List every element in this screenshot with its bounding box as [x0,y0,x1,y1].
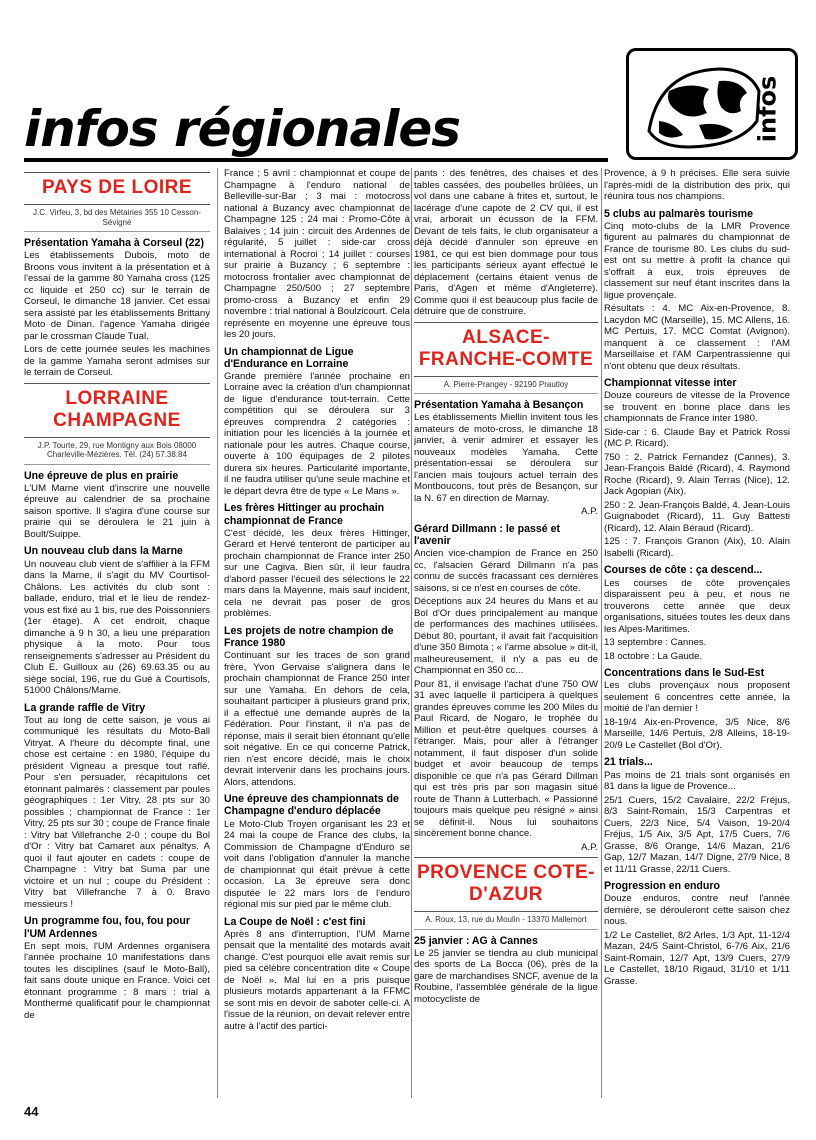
correspondent-address: A. Roux, 13, rue du Moulin - 13370 Mallemort [414,912,598,930]
article-body: 18-19/4 Aix-en-Provence, 3/5 Nice, 8/6 Marseille, 14/6 Pertuis, 2/8 Alleins, 18-19-20/9 Le Castellet (Bol d'Or). [604,716,790,751]
article-body: 750 : 2. Patrick Fernandez (Cannes), 3. Jean-François Baldé (Ricard), 4. Raymond Roche (Ricard), 9. Alain Terras (Nice), 12. Jack Agopian (Aix). [604,451,790,498]
article-body: France ; 5 avril : championnat et coupe de Champagne à l'enduro national de Belleville-sur-Bar ; 3 mai : motocross national à Buzancy avec championnat de Champagne 125 ; 24 mai : Promo-Côte à Balaives ; 14 juin : circuit des Ardennes de régularité, 5 juillet : side-car cross international à Rocroi ; 14 juillet : courses sur prairie à Buzancy ; 6 septembre : motocross frontalier avec championnat de Champagne 250/500 ; 27 septembre promo-cross à Buzancy et enfin 29 novembre : trial national à Boulzicourt. Cela représente en moyenne une épreuve tous les 20 jours. [224,168,410,340]
article-body: pants : des fenêtres, des chaises et des tables cassées, des poubelles brûlées, un vol dans une cabane à frites et, surtout, le lacérage d'une capote de 2 CV qui, il est vrai, arborait un écusson de la FFM. Devant de tels faits, le club organisateur a déjà décidé d'annuler son épreuve en 1981, ce qui est bien dommage pour tous les participants sérieux ayant effectué le déplacement (certains étaient venus de Paris, d'Agen et même d'Angleterre). Comme quoi il est beaucoup plus facile de détruire que de construire. [414,168,598,317]
article-title: Un nouveau club dans la Marne [24,545,183,558]
article-title: Progression en enduro [604,880,720,893]
article-body: Douze coureurs de vitesse de la Provence se trouvent en bonne place dans les championnats de France inter 1980. [604,390,790,425]
correspondent-address: J.C. Virfeu, 3, bd des Métairies 355 10 Cesson-Sévigné [24,205,210,232]
author-signature: A.P. [581,506,598,518]
article-title: 5 clubs au palmarès tourisme [604,207,753,220]
column-1 [24,168,210,1098]
article-body: C'est décidé, les deux frères Hittinger, Gérard et Hervé tenteront de participer au prochain championnat de France inter 250 sur une Cagiva. Bien sûr, il leur faudra d'abord passer l'écueil des sélections le 22 mars dans la Mayenne, mais sauf incident, cela ne devrait pas poser de gros problèmes. [224,527,410,620]
column-2 [224,168,410,1098]
correspondent-address: J.P. Tourte, 29, rue Montigny aux Bois 08000 Charleville-Mézières. Tél. (24) 57.38.84 [24,438,210,465]
title-rule [24,158,608,162]
article-title: La grande raffle de Vitry [24,701,146,714]
article-title: Les projets de notre champion de France 1980 [224,624,394,650]
article-body: Pas moins de 21 trials sont organisés en 81 dans la ligue de Provence... [604,769,790,793]
article-title: Un programme fou, fou, fou pour l'UM Ardennes [24,915,190,940]
article-body: Side-car : 6. Claude Bay et Patrick Rossi (MC P. Ricard). [604,426,790,450]
article-body: 1/2 Le Castellet, 8/2 Arles, 1/3 Apt, 11-12/4 Mazan, 24/5 Saint-Christol, 6-7/6 Aix, 21/6 Saint-Romain, 12/7 Apt, 13/9 Cuers, 27/9 Le Castellet, 18/10 Rigaud, 31/10 et 1/11 Grasse. [604,929,790,987]
article-body: Les courses de côte provençales disparaissent peu à peu, et nous ne trouverons cette année que deux organisations, situées toutes les deux dans les Alpes-Maritimes. [604,577,790,635]
article-body: Déceptions aux 24 heures du Mans et au Bol d'Or dues principalement au manque de performances des machines utilisées. Début 80, pourtant, il avait fait l'acquisition d'une 350 Bimota ; « l'arme absolue » dit-il, malheureusement, il n'y a pas eu de Championnat en 350 cc... [414,596,598,677]
article-title: Une épreuve des championnats de Champagne d'enduro déplacée [224,793,399,818]
article-title: Présentation Yamaha à Besançon [414,399,584,411]
region-heading-lorraine-champagne: LORRAINE CHAMPAGNE [24,383,210,438]
article-title: Présentation Yamaha à Corseul (22) [24,237,204,249]
article-body: Tout au long de cette saison, je vous ai communiqué les résultats du Moto-Ball Vitryat. A l'heure du décompte final, une chose est certaine : en 1980, l'équipe du président Vigneau a presque tout raflé. Pour s'en persuader, récapitulons cet étonnant palmarès : classement par poules géographiques : 1er Vitry, 28 pts sur 30 possibles ; championnat de France : 1er Vitry, 25 pts sur 30 ; coupe de France finale : Vitry bat Villefranche 2-0 ; coupe du Bol d'Or : Vitry bat Camaret aux pénaltys. A quoi il faut ajouter en cadets : coupe de Champagne : Vitry bat Suma par une victoire et un nul ; coupe du Président : Vitry bat Villefranche 7 à 0. Bravo messieurs ! [24,714,210,910]
article-body: Grande première l'année prochaine en Lorraine avec la création d'un championnat de ligue d'endurance tout-terrain. Cette compétition qui se déroulera sur 3 épreuves comprendra 2 catégories : initiation pour les licenciés à la journée et nationale pour les autres. Chaque course, ouverte à 100 équipages de 2 pilotes durera six heures. Particularité importante, il ne faudra utiliser qu'une seule machine et le départ devra être de type « Le Mans ». [224,370,410,497]
article-body: Les clubs provençaux nous proposent seulement 6 concentres cette année, la moitié de l'an dernier ! [604,680,790,715]
infos-logo [626,48,798,160]
column-4 [604,168,790,1098]
article-title: 21 trials... [604,756,653,769]
author-signature: A.P. [581,841,598,853]
region-heading-provence: PROVENCE COTE-D'AZUR [414,857,598,912]
article-body: 250 : 2. Jean-François Baldé, 4. Jean-Louis Guignabodet (Ricard), 11. Guy Battesti (Ricard), 12. Alain Béraud (Ricard). [604,499,790,534]
article-body: Ancien vice-champion de France en 250 cc, l'alsacien Gérard Dillmann n'a pas connu de succès fracassant ces dernières saisons, si ce n'est en courses de côte. [414,548,598,594]
article-body: Continuant sur les traces de son grand frère, Yvon Gervaise s'alignera dans le prochain championnat de France 250 inter sur une Yamaha. En dehors de cela, souhaitant participer à plusieurs grand prix, il a effectué une demande auprès de la Fédération. Pour l'instant, il n'a pas de réponse, mais il serait bien étonnant qu'elle soit négative. En ce qui concerne Patrick, rien n'est encore décidé, mais le choix devrait intervenir dans les prochains jours. Alors, attendons. [224,650,410,788]
page-title: infos régionales [24,100,461,158]
article-body: 125 : 7. François Granon (Aix), 10. Alain Isabelli (Ricard). [604,536,790,559]
column-divider [601,168,602,1098]
article-body: Les établissements Miellin invitent tous les amateurs de moto-cross, le dimanche 18 janvier, à venir admirer et essayer les nouveaux modèles Yamaha. Cette présentation-essai se déroulera sur l'ancien mais toujours actuel terrain des Montboucons, tout près de Besançon, sur la N. 67 en direction de Marnay. [414,412,598,504]
article-body: Lors de cette journée seules les machines de la gamme Yamaha seront admises sur le terrain de Corseul. [24,344,210,379]
article-title: Courses de côte : ça descend... [604,564,763,577]
article-title: Concentrations dans le Sud-Est [604,667,765,680]
article-title: Gérard Dillmann : le passé et l'avenir [414,522,561,547]
article-title: Une épreuve de plus en prairie [24,469,179,482]
column-3 [414,168,598,1098]
article-body: 13 septembre : Cannes. [604,637,707,649]
region-heading-alsace: ALSACE-FRANCHE-COMTE [414,322,598,377]
article-body: Résultats : 4. MC Aix-en-Provence, 8. Lacydon MC (Marseille), 15. MC Allens, 16. MC Pertuis, 17. MCC Comtat (Avignon). manquent à ce classement : l'AM Marseillaise et l'AM Carpentrassienne qui n'ont obtenu que deux résultats. [604,303,790,372]
column-divider [217,168,218,1098]
correspondent-address: A. Pierre-Prangey - 92190 Prautloy [414,377,598,395]
article-title: Un championnat de Ligue d'Endurance en Lorraine [224,345,354,370]
article-title: Championnat vitesse inter [604,377,737,390]
article-body: Après 8 ans d'interruption, l'UM Marne pensait que la mentalité des motards avait changé. C'est pourquoi elle avait remis sur pied sa célèbre concentration dite « Coupe de Noël ». Mal lui en a pris puisque plusieurs motards appartenant à la FFMC se sont mis en devoir de saboter celle-ci. A l'issue de la réunion, on devait relever entre autre à l'actif des partici- [224,928,410,1032]
column-divider [411,168,412,1098]
article-body: Un nouveau club vient de s'affilier à la FFM dans la Marne, il s'agit du MV Courtisol-Châlons. Les activités du club sont : ballade, enduro, trial et le lieu de rendez-vous est fixé au 1 bis, rue des Poissonniers (1er étage). A cet endroit, chaque dimanche à 9 h 30, a lieu une préparation physique à la moto. Pour tous renseignements s'adresser au Président du Club E. Guilloux au (26) 69.63.35 ou au siège social, 196, rue du Gué à Courtisols, 51000 Châlons/Marne. [24,558,210,697]
article-title: La Coupe de Noël : c'est fini [224,915,366,928]
region-heading-pays-de-loire: PAYS DE LOIRE [24,172,210,205]
article-title: 25 janvier : AG à Cannes [414,934,538,947]
article-body: Cinq moto-clubs de la LMR Provence figurent au palmarès du championnat de France de tourisme 80. Les clubs du sud-est ont su mettre à profit la chance qui s'offrait à eux, trois épreuves de classement sur neuf étant inscrites dans la ligue provençale. [604,220,790,301]
article-body: Les établissements Dubois, moto de Broons vous invitent à la présentation et à l'essai de la gamme 80 Yamaha cross (125 cc liquide et 250 cc) sur le terrain de Corseul, le dimanche 18 janvier. Cet essai sera assisté par les établissements Brittany Moto de Dinan. l'agence Yamaha dirigée par le crossman Claude Tual. [24,250,210,342]
page-number: 44 [24,1104,39,1119]
article-body: En sept mois, l'UM Ardennes organisera l'année prochaine 10 manifestations dans toutes les disciplines (sauf le Moto-Ball), fait sans doute unique en France. Voici cet étonnant programme : 8 mars : trial à Monthermé qualificatif pour le championnat de [24,940,210,1021]
article-body: Le Moto-Club Troyen organisant les 23 et 24 mai la coupe de France des clubs, la Commission de Champagne d'Enduro se voit dans l'obligation d'annuler la manche de championnat qui était prévue à cette occasion. La 3e épreuve sera donc disputée le 22 mars lors de l'enduro régional mis sur pied par le même club. [224,818,410,911]
article-body: L'UM Marne vient d'inscrire une nouvelle épreuve au calendrier de sa prochaine saison sportive. Il s'agira d'une course sur prairie qui se déroulera le 21 juin à Boult/Suippe. [24,482,210,540]
logo-text: infos [753,75,782,143]
article-body: 18 octobre : La Gaude. [604,650,703,662]
article-body: Le 25 janvier se tiendra au club municipal des sports de La Bocca (06), près de la gare de marchandises SNCF, avenue de la Roubine, l'assemblée générale de la ligue motocycliste de [414,947,598,1005]
article-body: Douze enduros, contre neuf l'année dernière, se dérouleront cette saison chez nous. [604,893,790,928]
article-body: Provence, à 9 h précises. Elle sera suivie l'après-midi de la distribution des prix, qui réunira tous nos champions. [604,168,790,202]
article-body: 25/1 Cuers, 15/2 Cavalaire, 22/2 Fréjus, 8/3 Saint-Romain, 15/3 Carpentras et Cuers, 22/3 Nice, 5/4 Vaison, 19-20/4 Fréjus, 1/5 Aix, 3/5 Apt, 17/5 Cuers, 7/6 Grasse, 8/6 Orange, 14/6 Mazan, 21/6 Gap, 12/7 Mazan, 14/7 Digne, 27/9 Nice, 8 et 11/11 Grasse, 22/11 Cuers. [604,794,790,875]
article-body: Pour 81, il envisage l'achat d'une 750 OW 31 avec laquelle il participera à quelques grandes épreuves comme les 200 Miles du Paul Ricard, de Nogaro, le trophée du Million et peut-être quelques courses à l'étranger. Mais, pour aller à l'étranger notamment, il faut disposer d'un solide budget et avoir beaucoup de temps disponible ce que n'a pas Gérard Dillman qui est très pris par son magasin situé route de Thann à Lutterbach. « Passionné toujours mais quelque peu résigné » ainsi se définit-il. Nous lui souhaitons sincèrement bonne chance. [414,678,598,840]
article-title: Les frères Hittinger au prochain championnat de France [224,502,385,527]
